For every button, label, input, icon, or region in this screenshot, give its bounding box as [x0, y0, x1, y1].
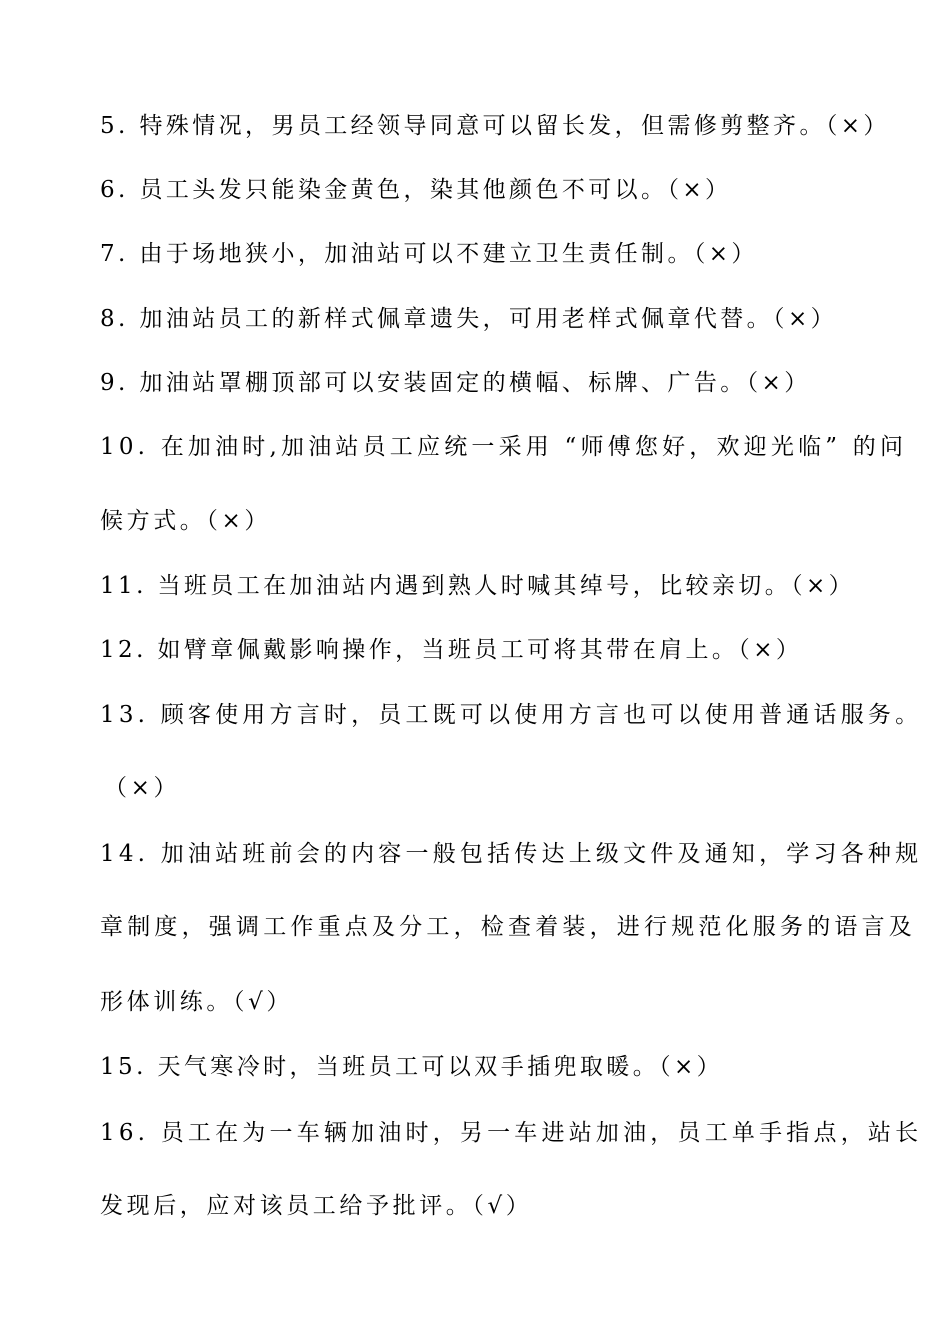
question-16-continued: 发现后，应对该员工给予批评。（√） — [100, 1193, 533, 1219]
question-6: 6. 员工头发只能染金黄色，染其他颜色不可以。（×） — [100, 177, 732, 203]
question-14-continued-1: 章制度，强调工作重点及分工，检查着装，进行规范化服务的语言及 — [100, 914, 916, 940]
question-7: 7. 由于场地狭小，加油站可以不建立卫生责任制。（×） — [100, 241, 758, 267]
question-14: 14. 加油站班前会的内容一般包括传达上级文件及通知，学习各种规 — [100, 841, 923, 867]
question-11: 11. 当班员工在加油站内遇到熟人时喊其绰号，比较亲切。（×） — [100, 573, 856, 599]
question-9: 9. 加油站罩棚顶部可以安装固定的横幅、标牌、广告。（×） — [100, 370, 811, 396]
question-15: 15. 天气寒冷时，当班员工可以双手插兜取暖。（×） — [100, 1054, 724, 1080]
question-14-continued-2: 形体训练。（√） — [100, 989, 293, 1015]
question-8: 8. 加油站员工的新样式佩章遗失，可用老样式佩章代替。（×） — [100, 306, 838, 332]
question-5: 5. 特殊情况，男员工经领导同意可以留长发，但需修剪整齐。（×） — [100, 113, 890, 139]
question-13: 13. 顾客使用方言时，员工既可以使用方言也可以使用普通话服务。 — [100, 702, 923, 728]
question-10: 10. 在加油时,加油站员工应统一采用 “师傅您好，欢迎光临” 的问 — [100, 434, 908, 460]
question-12: 12. 如臂章佩戴影响操作，当班员工可将其带在肩上。（×） — [100, 637, 803, 663]
question-13-continued: （×） — [104, 775, 181, 801]
question-16: 16. 员工在为一车辆加油时，另一车进站加油，员工单手指点，站长 — [100, 1120, 923, 1146]
question-10-continued: 候方式。（×） — [100, 508, 271, 534]
